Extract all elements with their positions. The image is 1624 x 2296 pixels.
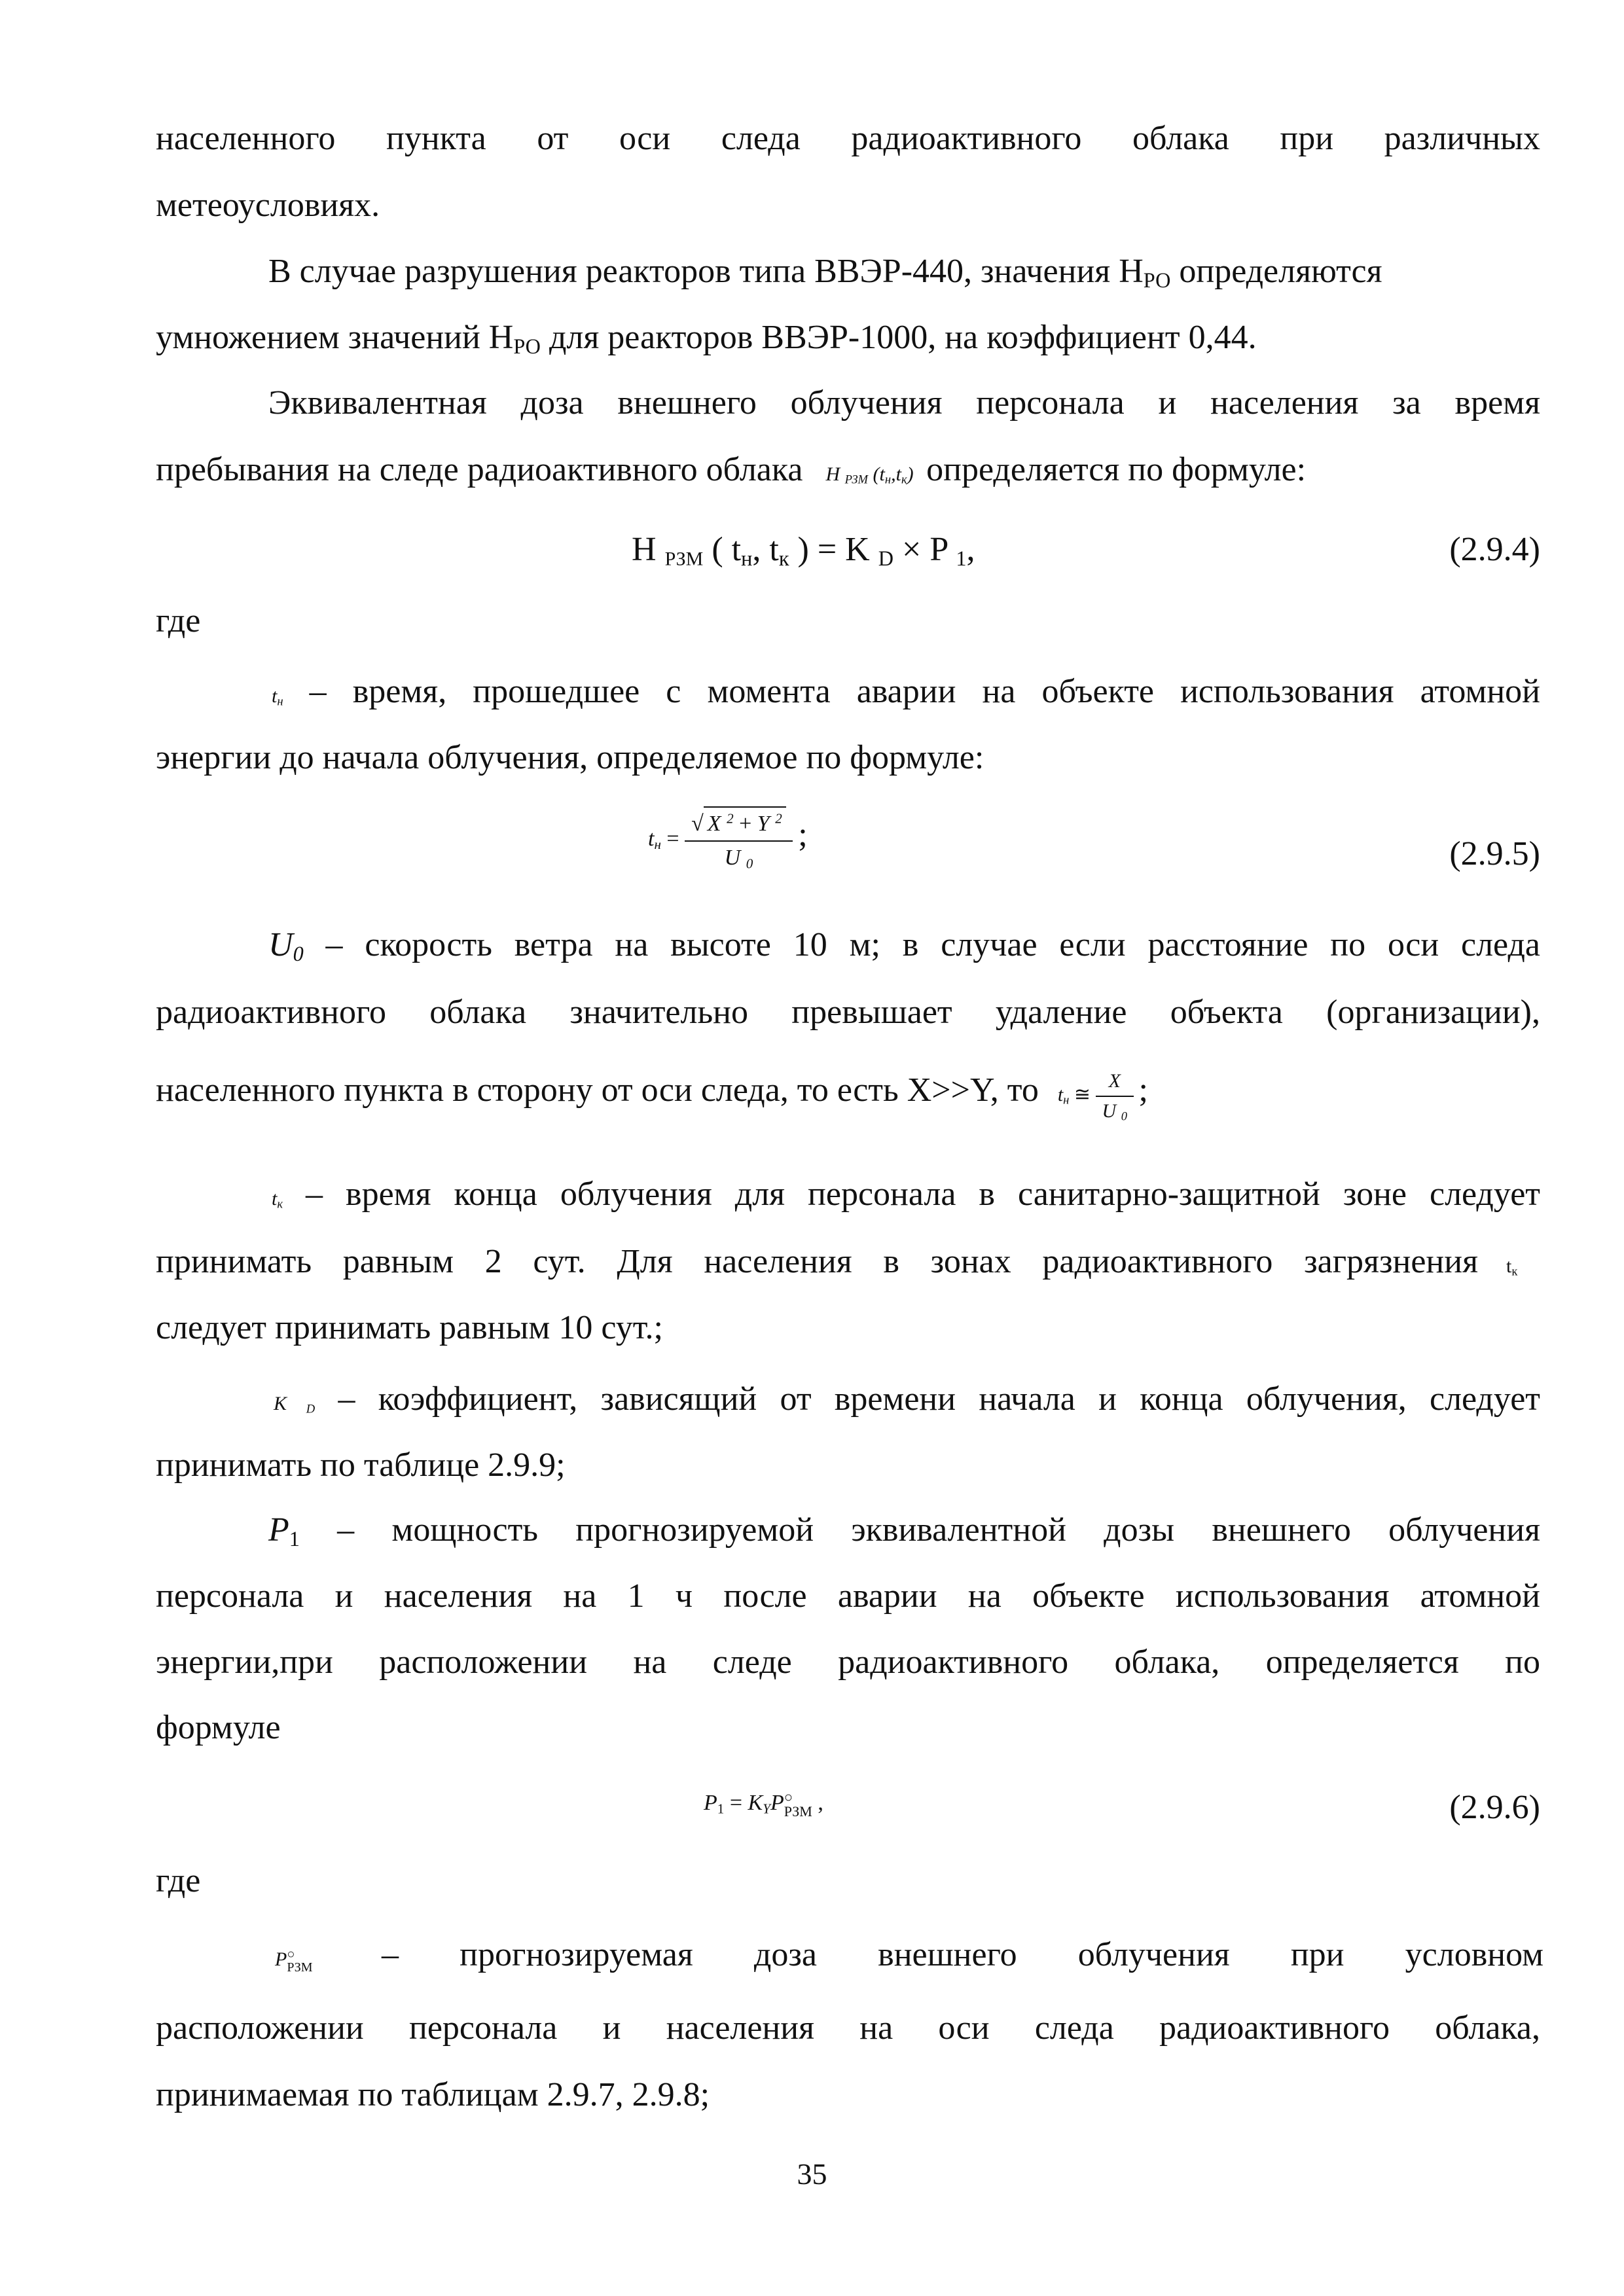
formula-2-9-5: $t_н$ = $\frac{√ X ^2 + Y ^2}{U _0}$ ;	[648, 806, 808, 874]
paragraph-line: принимать по таблице 2.9.9;	[156, 1446, 566, 1484]
paragraph-line: расположении персонала и населения на оси следа радиоактивного облака,	[156, 2009, 1540, 2047]
paragraph-line: следует принимать равным 10 сут.;	[156, 1309, 663, 1346]
formula-2-9-6: $P_1 = K_YP$ ○ РЗМ ,	[704, 1789, 823, 1820]
paragraph-line: P ○ РЗМ – прогнозируемая доза внешнего облучения при условном	[275, 1936, 1543, 1975]
paragraph-line: формуле	[156, 1709, 281, 1746]
paragraph-line: метеоусловиях.	[156, 187, 380, 224]
paragraph-line: где	[156, 1862, 201, 1899]
paragraph-line: энергии,при расположении на следе радиоактивного облака, определяется по	[156, 1643, 1540, 1681]
paragraph-line: $t_к$ – время конца облучения для персонала в санитарно-защитной зоне следует	[272, 1175, 1541, 1213]
page-number: 35	[797, 2157, 827, 2191]
paragraph-line: В случае разрушения реакторов типа ВВЭР-440, значения $Н_{РО}$ определяются	[268, 253, 1382, 293]
paragraph-line: K $_D$ – коэффициент, зависящий от времени начала и конца облучения, следует	[274, 1380, 1541, 1418]
paragraph-line: умножением значений $Н_{РО}$ для реакторов ВВЭР-1000, на коэффициент 0,44.	[156, 319, 1257, 359]
equation-number: (2.9.6)	[1449, 1789, 1540, 1826]
paragraph-line: населенного пункта от оси следа радиоактивного облака при различных	[156, 120, 1540, 157]
paragraph-line: $t_н$ – время, прошедшее с момента аварии на объекте использования атомной	[272, 673, 1540, 710]
paragraph-line: населенного пункта в сторону от оси следа, то есть X>>Y, то $t_н$ ≅ $\frac{X}{U _0}$ ;	[156, 1067, 1540, 1126]
paragraph-line: $U_0$ – скорость ветра на высоте 10 м; в случае если расстояние по оси следа	[268, 926, 1540, 966]
paragraph-line: персонала и населения на 1 ч после аварии на объекте использования атомной	[156, 1577, 1540, 1615]
paragraph-line: $P_1$ – мощность прогнозируемой эквивалентной дозы внешнего облучения	[268, 1511, 1540, 1551]
inline-formula: H $_{РЗМ}$ $(t_н,t_к)$	[825, 463, 919, 487]
equation-number: (2.9.4)	[1449, 531, 1540, 568]
formula-2-9-4: Н $_{РЗМ}$ ( $t_н$, $t_к$ ) = K $_D$ × P $_1$,	[632, 531, 975, 571]
paragraph-line: энергии до начала облучения, определяемое по формуле:	[156, 739, 984, 776]
paragraph-line: радиоактивного облака значительно превышает удаление объекта (организации),	[156, 994, 1540, 1031]
paragraph-line: пребывания на следе радиоактивного облака H $_{РЗМ}$ $(t_н,t_к)$ определяется по формуле:	[156, 451, 1307, 488]
equation-number: (2.9.5)	[1449, 835, 1540, 872]
paragraph-line: принимать равным 2 сут. Для населения в зонах радиоактивного загрязнения $t_к$	[156, 1243, 1518, 1280]
paragraph-line: Эквивалентная доза внешнего облучения персонала и населения за время	[268, 384, 1540, 422]
paragraph-line: где	[156, 602, 201, 639]
inline-formula: $t_н$ ≅ $\frac{X}{U _0}$	[1058, 1084, 1139, 1105]
paragraph-line: принимаемая по таблицам 2.9.7, 2.9.8;	[156, 2076, 710, 2113]
